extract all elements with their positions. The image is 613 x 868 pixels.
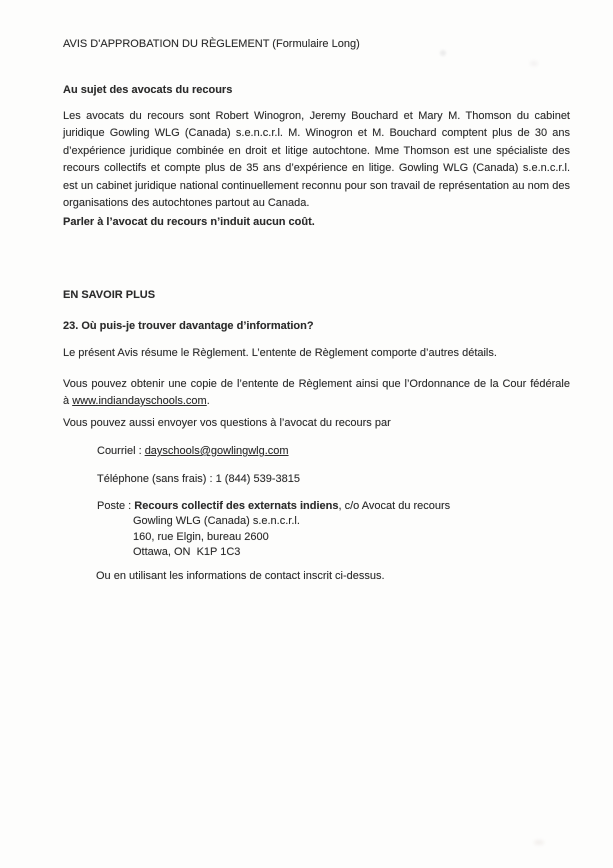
copy-prefix: à (63, 395, 73, 408)
indiandayschools-link[interactable]: www.indiandayschools.com (72, 395, 207, 408)
closing-line: Ou en utilisant les informations de contact inscrit ci-dessus. (96, 570, 385, 582)
paragraph-line: d’expérience juridique combinée en droit et litige autochtone. Mme Thomson est une spécialiste des (63, 144, 570, 157)
copy-line-1: Vous pouvez obtenir une copie de l’entente de Règlement ainsi que l’Ordonnance de la Cour fédérale (63, 378, 570, 390)
copy-suffix: . (206, 395, 210, 408)
question-23-heading: 23. Où puis-je trouver davantage d’information? (63, 320, 314, 332)
email-link[interactable]: dayschools@gowlingwlg.com (144, 445, 289, 457)
postal-line-1 (97, 499, 570, 514)
summary-line: Le présent Avis résume le Règlement. L’entente de Règlement comporte d’autres détails. (63, 347, 497, 359)
about-paragraph (63, 108, 570, 212)
paragraph-line: est un cabinet juridique national continuellement reconnu pour son travail de représentation au nom des (63, 179, 570, 192)
copy-paragraph (63, 376, 570, 411)
email-label: Courriel : (97, 445, 145, 457)
address-line: 160, rue Elgin, bureau 2600 (133, 530, 269, 543)
email-line (97, 443, 570, 460)
address-line: Ottawa, ON K1P 1C3 (133, 546, 241, 559)
document-title: AVIS D'APPROBATION DU RÈGLEMENT (Formulaire Long) (63, 38, 360, 50)
about-heading: Au sujet des avocats du recours (63, 84, 233, 96)
learn-more-heading: EN SAVOIR PLUS (63, 289, 156, 301)
paragraph-line: Les avocats du recours sont Robert Winogron, Jeremy Bouchard et Mary M. Thomson du cabinet (63, 110, 570, 122)
phone-line: Téléphone (sans frais) : 1 (844) 539-3815 (97, 473, 301, 485)
class-action-name: Recours collectif des externats indiens (134, 500, 339, 512)
paragraph-line: juridique Gowling WLG (Canada) s.e.n.c.r.l. M. Winogron et M. Bouchard comptent plus de 30 ans (63, 127, 570, 140)
paragraph-line: recours collectifs et compte plus de 35 ans d’expérience en litige. Gowling WLG (Canada) s.e.n.c.r.l. (63, 162, 570, 175)
post-label: Poste : (97, 500, 135, 512)
postal-address-block (97, 499, 570, 561)
paragraph-line: organisations des autochtones partout au Canada. (63, 197, 310, 210)
copy-line-2 (63, 393, 570, 410)
send-questions-intro: Vous pouvez aussi envoyer vos questions à l’avocat du recours par (63, 417, 391, 429)
no-cost-note: Parler à l’avocat du recours n’induit aucun coût. (63, 216, 315, 228)
address-line: Gowling WLG (Canada) s.e.n.c.r.l. (133, 515, 300, 528)
scan-artifact (530, 61, 538, 66)
post-rest: , c/o Avocat du recours (338, 500, 451, 512)
scan-artifact (534, 840, 544, 845)
